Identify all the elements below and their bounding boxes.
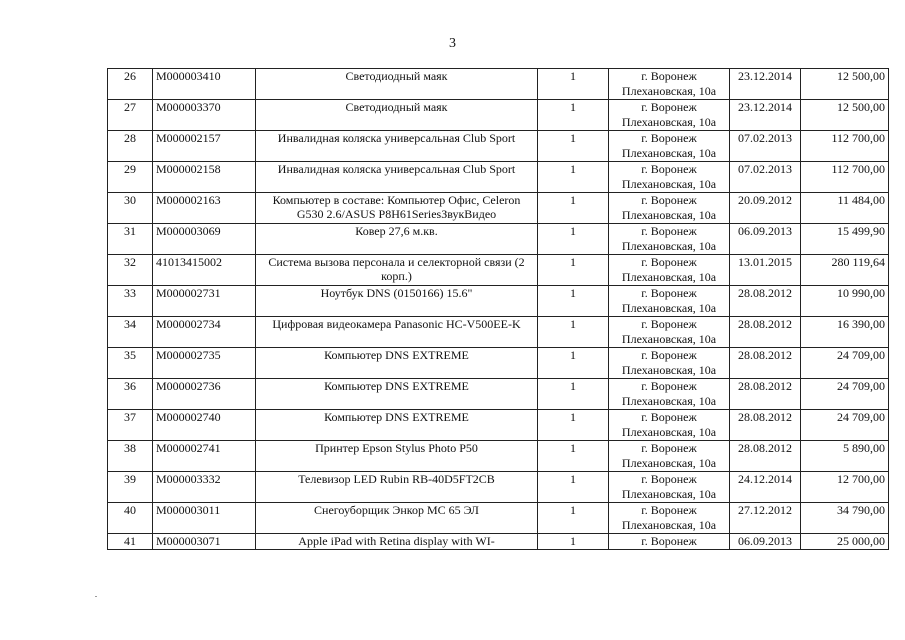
location-street: Плехановская, 10а: [621, 332, 717, 346]
location-city: г. Воронеж: [641, 100, 697, 114]
item-cost: 12 700,00: [801, 472, 889, 503]
table-row: [108, 162, 889, 193]
item-date: 23.12.2014: [730, 100, 801, 131]
item-date: 28.08.2012: [730, 286, 801, 317]
item-name: Телевизор LED Rubin RB-40D5FT2CB: [256, 472, 538, 503]
inventory-code: M000002740: [153, 410, 256, 441]
row-number: 38: [108, 441, 153, 472]
item-date: 06.09.2013: [730, 534, 801, 550]
location-city: г. Воронеж: [641, 69, 697, 83]
location-city: г. Воронеж: [641, 317, 697, 331]
item-cost: 25 000,00: [801, 534, 889, 550]
item-name: Компьютер DNS EXTREME: [256, 410, 538, 441]
inventory-code: M000002736: [153, 379, 256, 410]
item-quantity: 1: [538, 69, 609, 100]
item-name: Ковер 27,6 м.кв.: [256, 224, 538, 255]
item-name: Компьютер DNS EXTREME: [256, 379, 538, 410]
item-name: Система вызова персонала и селекторной связи (2 корп.): [256, 255, 538, 286]
table-row: [108, 69, 889, 100]
item-quantity: 1: [538, 193, 609, 224]
item-quantity: 1: [538, 162, 609, 193]
row-number: 37: [108, 410, 153, 441]
item-cost: 15 499,90: [801, 224, 889, 255]
location-city: г. Воронеж: [641, 255, 697, 269]
item-quantity: 1: [538, 348, 609, 379]
table-row: [108, 472, 889, 503]
item-name: Светодиодный маяк: [256, 100, 538, 131]
item-location: [609, 286, 730, 317]
row-number: 29: [108, 162, 153, 193]
table-row: [108, 286, 889, 317]
inventory-code: M000003370: [153, 100, 256, 131]
item-date: 23.12.2014: [730, 69, 801, 100]
location-street: Плехановская, 10а: [621, 115, 717, 129]
row-number: 30: [108, 193, 153, 224]
item-name: Ноутбук DNS (0150166) 15.6": [256, 286, 538, 317]
item-cost: 11 484,00: [801, 193, 889, 224]
item-quantity: 1: [538, 255, 609, 286]
row-number: 26: [108, 69, 153, 100]
location-street: Плехановская, 10а: [621, 208, 717, 222]
location-city: г. Воронеж: [641, 224, 697, 238]
row-number: 40: [108, 503, 153, 534]
item-location: [609, 441, 730, 472]
item-cost: 34 790,00: [801, 503, 889, 534]
item-name: Снегоуборщик Энкор МС 65 ЭЛ: [256, 503, 538, 534]
location-city: г. Воронеж: [641, 441, 697, 455]
inventory-code: M000002734: [153, 317, 256, 348]
inventory-code: M000003011: [153, 503, 256, 534]
item-cost: 16 390,00: [801, 317, 889, 348]
inventory-code: M000003332: [153, 472, 256, 503]
location-street: Плехановская, 10а: [621, 518, 717, 532]
location-street: Плехановская, 10а: [621, 239, 717, 253]
item-location: [609, 472, 730, 503]
item-date: 13.01.2015: [730, 255, 801, 286]
location-city: г. Воронеж: [641, 503, 697, 517]
inventory-rows: [108, 69, 889, 550]
table-row: [108, 224, 889, 255]
location-street: Плехановская, 10а: [621, 394, 717, 408]
row-number: 36: [108, 379, 153, 410]
item-date: 28.08.2012: [730, 410, 801, 441]
item-quantity: 1: [538, 286, 609, 317]
item-location: [609, 162, 730, 193]
item-cost: 12 500,00: [801, 100, 889, 131]
inventory-code: M000003069: [153, 224, 256, 255]
scan-speck: [95, 596, 97, 597]
location-city: г. Воронеж: [641, 348, 697, 362]
item-name: Светодиодный маяк: [256, 69, 538, 100]
row-number: 32: [108, 255, 153, 286]
row-number: 31: [108, 224, 153, 255]
item-cost: 112 700,00: [801, 131, 889, 162]
inventory-code: M000003410: [153, 69, 256, 100]
inventory-code: 41013415002: [153, 255, 256, 286]
table-row: [108, 410, 889, 441]
item-location: [609, 348, 730, 379]
item-name: Цифровая видеокамера Panasonic HC-V500EE-K: [256, 317, 538, 348]
table-row: [108, 503, 889, 534]
location-city: г. Воронеж: [641, 534, 697, 548]
item-location: [609, 255, 730, 286]
item-cost: 12 500,00: [801, 69, 889, 100]
page-number: 3: [449, 36, 456, 51]
row-number: 34: [108, 317, 153, 348]
item-date: 27.12.2012: [730, 503, 801, 534]
table-row: [108, 534, 889, 550]
location-street: Плехановская, 10а: [621, 363, 717, 377]
table-row: [108, 255, 889, 286]
item-cost: 112 700,00: [801, 162, 889, 193]
inventory-code: M000002163: [153, 193, 256, 224]
item-quantity: 1: [538, 100, 609, 131]
item-date: 28.08.2012: [730, 317, 801, 348]
item-cost: 24 709,00: [801, 379, 889, 410]
row-number: 33: [108, 286, 153, 317]
location-street: Плехановская, 10а: [621, 177, 717, 191]
inventory-code: M000003071: [153, 534, 256, 550]
item-location: [609, 100, 730, 131]
row-number: 28: [108, 131, 153, 162]
row-number: 35: [108, 348, 153, 379]
item-location: [609, 69, 730, 100]
item-name: Инвалидная коляска универсальная Club Sport: [256, 131, 538, 162]
location-street: Плехановская, 10а: [621, 456, 717, 470]
item-location: [609, 379, 730, 410]
table-row: [108, 193, 889, 224]
item-cost: 24 709,00: [801, 348, 889, 379]
item-quantity: 1: [538, 131, 609, 162]
item-quantity: 1: [538, 410, 609, 441]
location-street: Плехановская, 10а: [621, 425, 717, 439]
item-quantity: 1: [538, 224, 609, 255]
item-quantity: 1: [538, 534, 609, 550]
item-location: [609, 317, 730, 348]
item-location: [609, 131, 730, 162]
row-number: 39: [108, 472, 153, 503]
item-location: [609, 193, 730, 224]
item-date: 28.08.2012: [730, 379, 801, 410]
item-date: 24.12.2014: [730, 472, 801, 503]
location-street: Плехановская, 10а: [621, 270, 717, 284]
item-date: 06.09.2013: [730, 224, 801, 255]
item-date: 07.02.2013: [730, 162, 801, 193]
location-city: г. Воронеж: [641, 162, 697, 176]
item-quantity: 1: [538, 379, 609, 410]
table-row: [108, 348, 889, 379]
item-name: Инвалидная коляска универсальная Club Sport: [256, 162, 538, 193]
table-row: [108, 441, 889, 472]
item-quantity: 1: [538, 503, 609, 534]
item-date: 07.02.2013: [730, 131, 801, 162]
location-street: Плехановская, 10а: [621, 301, 717, 315]
item-date: 28.08.2012: [730, 348, 801, 379]
item-quantity: 1: [538, 472, 609, 503]
item-name: Apple iPad with Retina display with WI-: [256, 534, 538, 550]
table-row: [108, 379, 889, 410]
location-city: г. Воронеж: [641, 286, 697, 300]
inventory-code: M000002741: [153, 441, 256, 472]
inventory-code: M000002158: [153, 162, 256, 193]
table-row: [108, 100, 889, 131]
item-cost: 280 119,64: [801, 255, 889, 286]
location-city: г. Воронеж: [641, 131, 697, 145]
item-location: [609, 410, 730, 441]
inventory-code: M000002157: [153, 131, 256, 162]
item-quantity: 1: [538, 441, 609, 472]
item-cost: 5 890,00: [801, 441, 889, 472]
item-date: 28.08.2012: [730, 441, 801, 472]
inventory-code: M000002735: [153, 348, 256, 379]
location-street: Плехановская, 10а: [621, 84, 717, 98]
item-name: Компьютер в составе: Компьютер Офис, Celeron G530 2.6/ASUS P8H61SeriesЗвукВидео: [256, 193, 538, 224]
row-number: 27: [108, 100, 153, 131]
item-date: 20.09.2012: [730, 193, 801, 224]
item-quantity: 1: [538, 317, 609, 348]
location-city: г. Воронеж: [641, 410, 697, 424]
item-location: [609, 224, 730, 255]
location-city: г. Воронеж: [641, 193, 697, 207]
inventory-table: [107, 68, 889, 550]
row-number: 41: [108, 534, 153, 550]
location-city: г. Воронеж: [641, 379, 697, 393]
item-location: [609, 503, 730, 534]
table-row: [108, 131, 889, 162]
item-name: Принтер Epson Stylus Photo P50: [256, 441, 538, 472]
location-street: Плехановская, 10а: [621, 146, 717, 160]
table-row: [108, 317, 889, 348]
location-city: г. Воронеж: [641, 472, 697, 486]
inventory-code: M000002731: [153, 286, 256, 317]
item-name: Компьютер DNS EXTREME: [256, 348, 538, 379]
location-street: Плехановская, 10а: [621, 487, 717, 501]
item-cost: 10 990,00: [801, 286, 889, 317]
item-location: [609, 534, 730, 550]
item-cost: 24 709,00: [801, 410, 889, 441]
